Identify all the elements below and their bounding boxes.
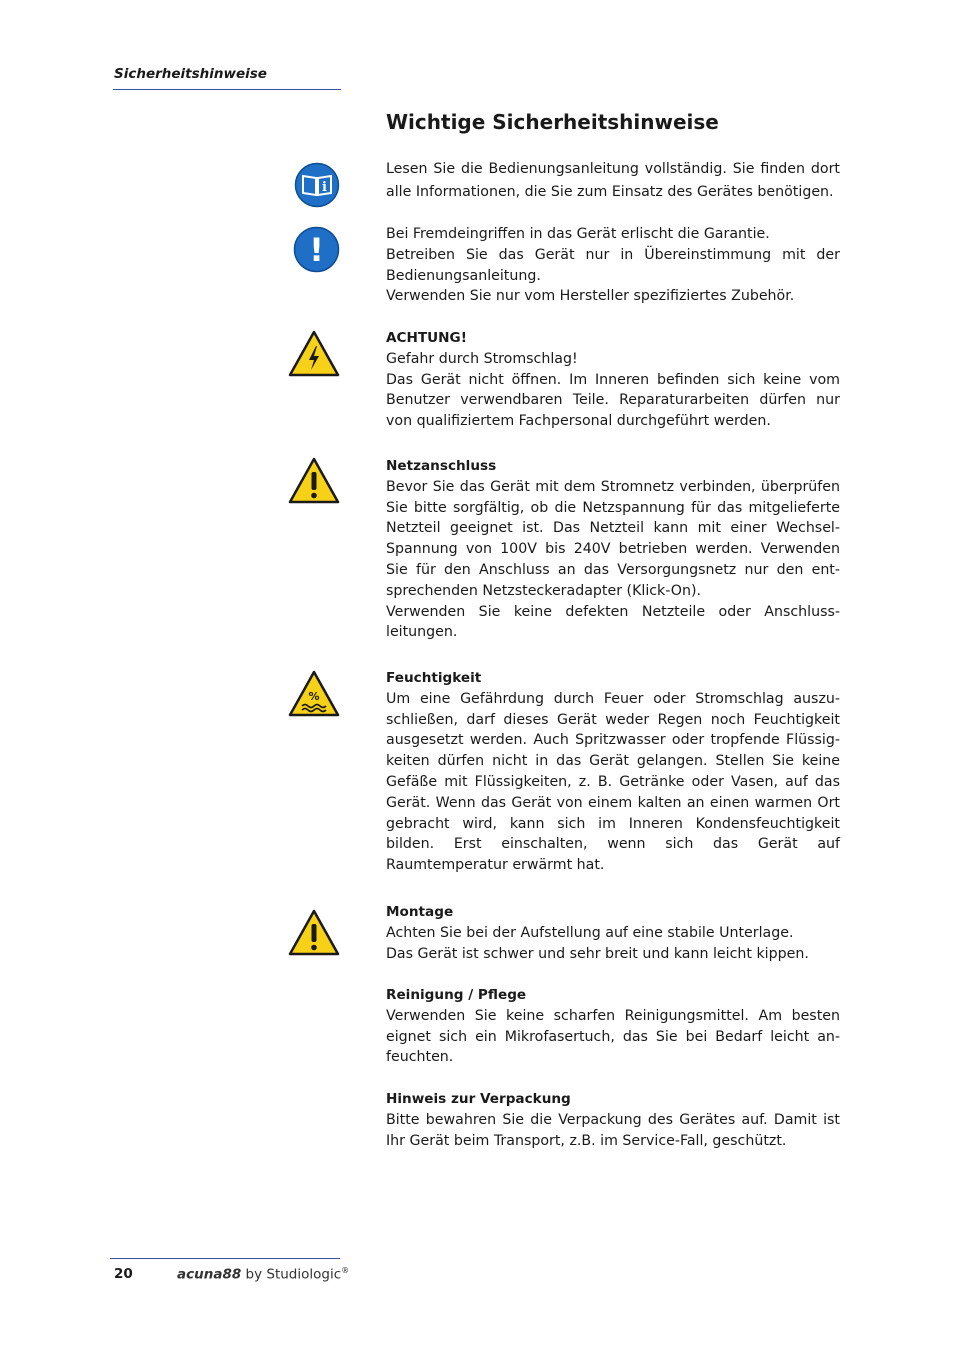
humidity-glyph: %: [308, 690, 320, 703]
reinigung-heading: Reinigung / Pflege: [386, 987, 527, 1003]
montage-line1: Achten Sie bei der Aufstellung auf eine stabile Unterlage.: [386, 924, 794, 941]
product-name: acuna88: [177, 1266, 242, 1283]
block-warranty: [386, 224, 840, 307]
footer-product: [177, 1266, 349, 1283]
reinigung-line1: Verwenden Sie keine scharfen Reinigungsmittel. Am besten eignet sich ein Mikrofasertuch, das Sie bei Bedarf leicht an-feuchten.: [386, 1007, 840, 1066]
feucht-line1: Um eine Gefährdung durch Feuer oder Stromschlag auszu-schließen, darf dieses Gerät weder Regen noch Feuchtigkeit ausgesetzt werden. Auch Spritzwasser oder tropfende Flüssig-keiten dürfen nicht in das Gerät gelangen. Stellen Sie keine Gefäße mit Flüssigkeiten, z. B. Getränke oder Vasen, auf das Gerät. Wenn das Gerät von einem kalten an einen warmen Ort gebracht wird, kann sich im Inneren Kondensfeuchtigkeit bilden. Erst einschalten, wenn sich das Gerät auf Raumtemperatur erwärmt hat.: [386, 690, 840, 874]
montage-heading: Montage: [386, 904, 454, 920]
block-feuchtigkeit: [386, 668, 840, 876]
montage-line2: Das Gerät ist schwer und sehr breit und kann leicht kippen.: [386, 945, 809, 962]
exclamation-circle-icon: [293, 226, 340, 273]
verpackung-heading: Hinweis zur Verpackung: [386, 1091, 571, 1107]
mounting-warning-icon: [288, 909, 340, 957]
block-netzanschluss: [386, 456, 840, 643]
warranty-line3: Verwenden Sie nur vom Hersteller spezifiziertes Zubehör.: [386, 288, 795, 305]
block-reinigung: [386, 985, 840, 1068]
humidity-warning-icon: [288, 670, 340, 718]
book-info-icon: [294, 162, 340, 208]
block-verpackung: [386, 1089, 840, 1151]
achtung-line1: Gefahr durch Stromschlag!: [386, 350, 578, 367]
verpackung-line1: Bitte bewahren Sie die Verpackung des Gerätes auf. Damit ist Ihr Gerät beim Transport, z.B. im Service-Fall, geschützt.: [386, 1111, 840, 1149]
exclamation-glyph: !: [309, 231, 324, 269]
netz-line2: Verwenden Sie keine defekten Netzteile oder Anschluss-leitungen.: [386, 603, 840, 641]
page-title: Wichtige Sicherheitshinweise: [386, 110, 719, 134]
running-header: Sicherheitshinweise: [114, 66, 267, 82]
footer-rule: [110, 1258, 340, 1259]
netz-heading: Netzanschluss: [386, 458, 497, 474]
block-montage: [386, 902, 840, 964]
info-glyph: i: [322, 180, 327, 195]
feucht-heading: Feuchtigkeit: [386, 670, 482, 686]
electric-warning-icon: [288, 330, 340, 378]
achtung-heading: ACHTUNG!: [386, 330, 467, 346]
product-by: by Studiologic: [241, 1266, 342, 1283]
header-rule: [113, 89, 341, 90]
warranty-line1: Bei Fremdeingriffen in das Gerät erlischt die Garantie.: [386, 226, 770, 242]
netz-line1: Bevor Sie das Gerät mit dem Stromnetz verbinden, überprüfen Sie bitte sorgfältig, ob die Netzspannung für das mitgelieferte Netzteil geeignet ist. Das Netzteil kann mit einer Wechsel-Spannung von 100V bis 240V betrieben werden. Verwenden Sie für den Anschluss an das Versorgungsnetz nur den ent-sprechenden Netzsteckeradapter (Klick-On).: [386, 478, 840, 599]
block-achtung: [386, 328, 840, 432]
achtung-line2: Das Gerät nicht öffnen. Im Inneren befinden sich keine vom Benutzer verwendbaren Teile. Reparaturarbeiten dürfen nur von qualifiziertem Fachpersonal durchgeführt werden.: [386, 371, 840, 430]
warranty-line2: Betreiben Sie das Gerät nur in Übereinstimmung mit der Bedienungsanleitung.: [386, 246, 840, 284]
manual-text: Lesen Sie die Bedienungsanleitung vollständig. Sie finden dort alle Informationen, die Sie zum Einsatz des Gerätes benötigen.: [386, 161, 840, 200]
registered-mark: ®: [341, 1266, 350, 1275]
general-warning-icon: [288, 457, 340, 505]
page-number: 20: [114, 1266, 133, 1282]
block-manual: [386, 158, 840, 203]
